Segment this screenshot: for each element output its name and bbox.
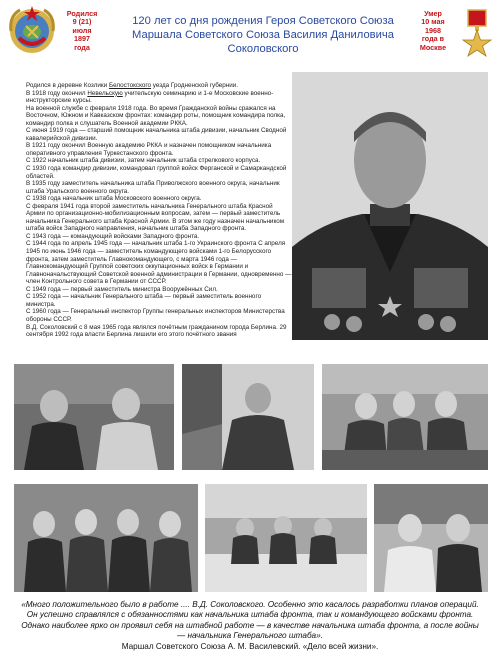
death-date [410,10,456,52]
bio-paragraph: С 1952 года — начальник Генерального штаба — первый заместитель военного министра. [26,293,262,308]
bio-paragraph: Родился в деревне Козлики Белостокского уезда Гродненской губернии. [26,82,239,89]
bio-paragraph: С 1930 года командир дивизии, командовал группой войск Ферганской и Самаркандской областей. [26,165,287,180]
death-line: 1968 [425,25,441,35]
bio-paragraph: С 1960 года — Генеральный инспектор Группы генеральных инспекторов Министерства обороны СССР. [26,308,285,323]
biography-text [26,82,292,339]
wartime-photo [14,364,174,470]
bio-paragraph: С 1949 года — первый заместитель министра Вооружённых Сил. [26,285,218,293]
hero-gold-star-medal-icon [460,8,494,64]
bio-paragraph: С 1943 года — командующий войсками Западного фронта. [26,232,200,240]
portrait-photo [292,72,488,340]
bio-paragraph: На военной службе с февраля 1918 года. Во время Гражданской войны сражался на Восточном, Южном и Кавказском фронтах: командир роты, помощник командира полка, командир полка и слушатель Военной академии РККА. [26,104,286,127]
title-line-1: 120 лет со дня рождения Героя Советского Союза [132,15,394,27]
page-title [106,14,420,56]
birth-line: 9 (21) [72,17,92,27]
death-line: 10 мая [421,17,445,27]
bio-paragraph: С 1922 начальник штаба дивизии, затем начальник штаба стрелкового корпуса. [26,157,261,165]
birth-line: года [74,42,90,52]
bio-paragraph: С 1944 года по апрель 1945 года — начальник штаба 1-го Украинского фронта С апреля 1945 по июнь 1946 года — заместитель командующего войсками 1-го Белорусского фронта, затем заместитель Главнокомандующего, с марта 1946 года — Главнокомандующий Группой советских оккупационных войск в Германии и Главноначальствующий Советской военной администрации в Германии, одновременно — член Контрольного совета в Германии от СССР. [26,240,292,286]
wartime-photo [374,484,488,592]
title-line-2: Маршала Советского Союза Василия Даниловича Соколовского [132,29,394,55]
wartime-photo [14,484,198,592]
quote-text: «Много положительного было в работе .... В.Д. Соколовского. Особенно это касалось разработки планов операций. Он успешно справлялся с обязанностями как начальника штаба фронта, так и командующего войсками фронта. Однако наиболее ярко он проявил себя на штабной работе — в качестве начальника штаба фронта, а после войны — начальника Генерального штаба». [21,600,479,640]
quote-attribution: Маршал Советского Союза А. М. Василевский. «Дело всей жизни». [121,642,379,651]
bio-paragraph: В 1918 году окончил Невельскую учительскую семинарию и 1-е Московские военно-инструкторские курсы. [26,89,274,105]
bio-paragraph: В 1921 году окончил Военную академию РККА и назначен помощником начальника оперативного управления Туркестанского фронта. [26,142,272,157]
place-link[interactable]: Белостокского [108,82,152,89]
wartime-photo [322,364,488,470]
birth-date [60,10,104,52]
bio-paragraph: С февраля 1941 года второй заместитель начальника Генерального штаба Красной Армии по организационно-мобилизационным вопросам, затем — первый заместитель начальника Генерального штаба Красной Армии. В этом же году назначен начальником штаба войск Западного направления, начальник штаба Западного фронта. [26,202,285,233]
death-line: Москве [419,42,447,52]
birth-line: Родился [66,9,98,18]
place-link[interactable]: Невельскую [87,89,123,97]
bio-paragraph: С 1938 года начальник штаба Московского военного округа. [26,195,202,203]
wartime-photo [205,484,367,592]
bio-paragraph: В.Д. Соколовский с 8 мая 1965 года являлся почётным гражданином города Берлина. 29 сентября 1992 года власти Берлина лишили его этого почётного звания [26,323,287,339]
soviet-coat-of-arms-icon [6,4,58,56]
wartime-photo [182,364,314,470]
birth-line: 1897 [74,34,90,44]
birth-line: июля [72,25,92,35]
death-line: Умер [424,9,442,18]
death-line: года в [421,34,445,44]
bio-paragraph: С июня 1919 года — старший помощник начальника штаба дивизии, начальник Сводной кавалерийской дивизии. [26,127,287,142]
bio-paragraph: В 1935 году заместитель начальника штаба Приволжского военного округа, начальник штаба Уральского военного округа. [26,180,280,195]
